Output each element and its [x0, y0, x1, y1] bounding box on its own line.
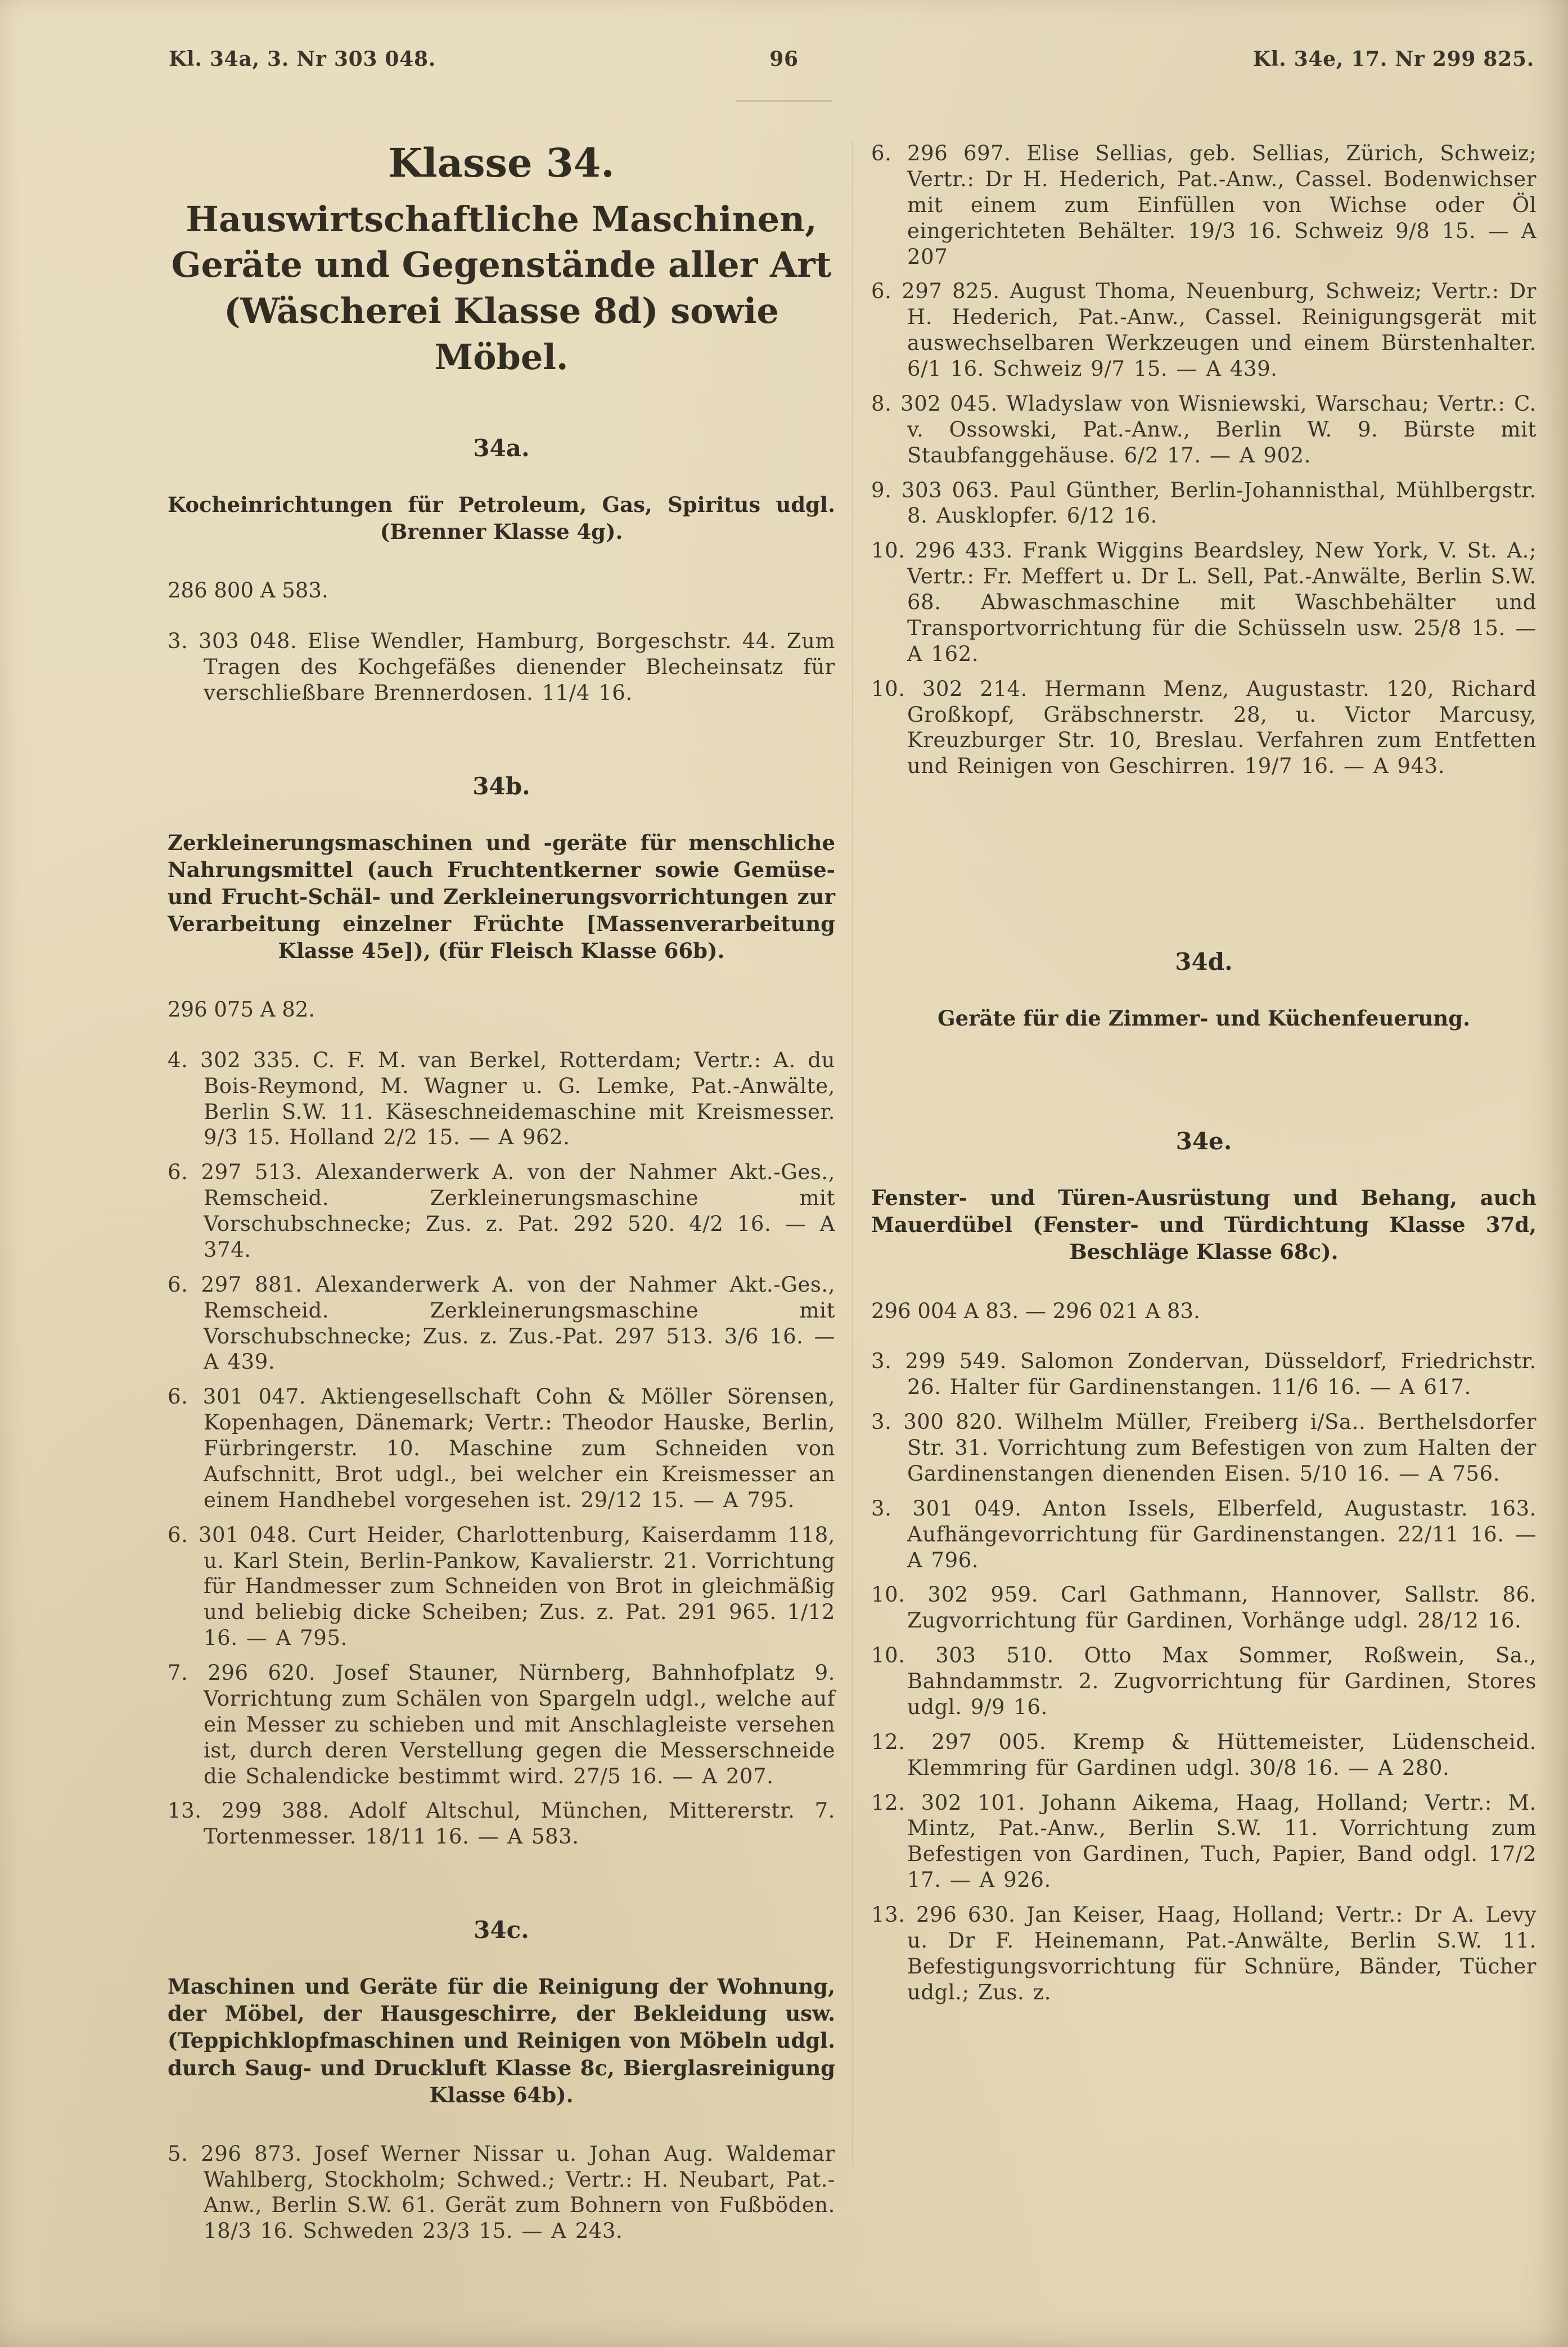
patent-entry: 10. 302 959. Carl Gathmann, Hannover, Sallstr. 86. Zugvorrichtung für Gardinen, Vorhänge udgl. 28/12 16. — [871, 1582, 1537, 1633]
class-title-line1: Klasse 34. — [388, 140, 615, 186]
patent-entry: 9. 303 063. Paul Günther, Berlin-Johannisthal, Mühlbergstr. 8. Ausklopfer. 6/12 16. — [871, 478, 1537, 528]
ref-line-34e: 296 004 A 83. — 296 021 A 83. — [871, 1298, 1200, 1323]
section-number-34e: 34e. — [1175, 1127, 1232, 1155]
text-columns — [0, 87, 1568, 2244]
section-number-34a: 34a. — [473, 434, 530, 462]
section-number-34d: 34d. — [1175, 948, 1233, 976]
right-column — [852, 141, 1537, 2166]
patent-entry: 6. 301 047. Aktiengesellschaft Cohn & Möller Sörensen, Kopenhagen, Dänemark; Vertr.: Theodor Hauske, Berlin, Fürbringerstr. 10. Maschine zum Schneiden von Aufschnitt, Brot udgl., bei welcher ein Kreismesser an einem Handhebel vorgesehen ist. 29/12 15. — A 795. — [168, 1384, 835, 1512]
class-title — [168, 141, 835, 380]
patent-entry: 3. 301 049. Anton Issels, Elberfeld, Augustastr. 163. Aufhängevorrichtung für Gardinenstangen. 22/11 16. — A 796. — [871, 1496, 1537, 1572]
left-column — [168, 141, 852, 2244]
ref-line-34b: 296 075 A 82. — [168, 997, 316, 1022]
patent-entry: 3. 303 048. Elise Wendler, Hamburg, Borgeschstr. 44. Zum Tragen des Kochgefäßes dienender Blecheinsatz für verschließbare Brennerdosen. 11/4 16. — [168, 628, 835, 705]
patent-entry: 13. 299 388. Adolf Altschul, München, Mittererstr. 7. Tortenmesser. 18/11 16. — A 583. — [168, 1799, 835, 1849]
patent-entry: 13. 296 630. Jan Keiser, Haag, Holland; Vertr.: Dr A. Levy u. Dr F. Heinemann, Pat.-Anwälte, Berlin S.W. 11. Befestigungsvorrichtung für Schnüre, Bänder, Tücher udgl.; Zus. z. — [871, 1903, 1537, 2004]
patent-entry: 6. 301 048. Curt Heider, Charlottenburg, Kaiserdamm 118, u. Karl Stein, Berlin-Pankow, Kavalierstr. 21. Vorrichtung für Handmesser zum Schneiden von Brot in gleichmäßig und beliebig dicke Scheiben; Zus. z. Pat. 291 965. 1/12 16. — A 795. — [168, 1522, 835, 1651]
section-heading-34b: Zerkleinerungsmaschinen und -geräte für menschliche Nahrungsmittel (auch Fruchtentkerner sowie Gemüse- und Frucht-Schäl- und Zerkleinerungsvorrichtungen zur Verarbeitung einzelner Früchte [Massenverarbeitung Klasse 45e]), (für Fleisch Klasse 66b). — [168, 830, 835, 963]
patent-entry: 6. 297 513. Alexanderwerk A. von der Nahmer Akt.-Ges., Remscheid. Zerkleinerungsmaschine mit Vorschubschnecke; Zus. z. Pat. 292 520. 4/2 16. — A 374. — [168, 1160, 835, 1262]
patent-entry: 3. 299 549. Salomon Zondervan, Düsseldorf, Friedrichstr. 26. Halter für Gardinenstangen. 11/6 16. — A 617. — [871, 1349, 1537, 1400]
section-heading-34d: Geräte für die Zimmer- und Küchenfeuerung. — [938, 1006, 1470, 1031]
patent-entry: 12. 297 005. Kremp & Hüttemeister, Lüdenscheid. Klemmring für Gardinen udgl. 30/8 16. — A 280. — [871, 1729, 1537, 1780]
section-number-34c: 34c. — [474, 1916, 529, 1944]
class-title-line2: Hauswirtschaftliche Maschinen, Geräte und Gegenstände aller Art (Wäscherei Klasse 8d) sowie Möbel. — [171, 198, 832, 377]
section-heading-34a: Kocheinrichtungen für Petroleum, Gas, Spiritus udgl. (Brenner Klasse 4g). — [168, 492, 835, 544]
patent-entry: 6. 296 697. Elise Sellias, geb. Sellias, Zürich, Schweiz; Vertr.: Dr H. Hederich, Pat.-Anw., Cassel. Bodenwichser mit einem zum Einfüllen von Wichse oder Öl eingerichteten Behälter. 19/3 16. Schweiz 9/8 15. — A 207 — [871, 141, 1537, 269]
page-number-rule — [736, 100, 832, 102]
section-heading-34c: Maschinen und Geräte für die Reinigung der Wohnung, der Möbel, der Hausgeschirre, der Bekleidung usw. (Teppichklopfmaschinen und Reinigen von Möbeln udgl. durch Saug- und Druckluft Klasse 8c, Bierglasreinigung Klasse 64b). — [168, 1974, 835, 2107]
patent-entry: 7. 296 620. Josef Stauner, Nürnberg, Bahnhofplatz 9. Vorrichtung zum Schälen von Spargeln udgl., welche auf ein Messer zu schieben und mit Anschlagleiste versehen ist, durch deren Verstellung gegen die Messerschneide die Schalendicke bestimmt wird. 27/5 16. — A 207. — [168, 1661, 835, 1788]
patent-entry: 4. 302 335. C. F. M. van Berkel, Rotterdam; Vertr.: A. du Bois-Reymond, M. Wagner u. G. Lemke, Pat.-Anwälte, Berlin S.W. 11. Käseschneidemaschine mit Kreismesser. 9/3 15. Holland 2/2 15. — A 962. — [168, 1047, 835, 1150]
patent-entry: 6. 297 825. August Thoma, Neuenburg, Schweiz; Vertr.: Dr H. Hederich, Pat.-Anw., Cassel. Reinigungsgerät mit auswechselbaren Werkzeugen und einem Bürstenhalter. 6/1 16. Schweiz 9/7 15. — A 439. — [871, 279, 1537, 381]
patent-entry: 12. 302 101. Johann Aikema, Haag, Holland; Vertr.: M. Mintz, Pat.-Anw., Berlin S.W. 11. Vorrichtung zum Befestigen von Gardinen, Tuch, Papier, Band odgl. 17/2 17. — A 926. — [871, 1790, 1537, 1892]
patent-entry: 3. 300 820. Wilhelm Müller, Freiberg i/Sa.. Berthelsdorfer Str. 31. Vorrichtung zum Befestigen von zum Halten der Gardinenstangen dienenden Eisen. 5/10 16. — A 756. — [871, 1410, 1537, 1486]
patent-entry: 10. 303 510. Otto Max Sommer, Roßwein, Sa., Bahndammstr. 2. Zugvorrichtung für Gardinen, Stores udgl. 9/9 16. — [871, 1643, 1537, 1719]
page-number: 96 — [769, 47, 799, 71]
patent-entry: 8. 302 045. Wladyslaw von Wisniewski, Warschau; Vertr.: C. v. Ossowski, Pat.-Anw., Berlin W. 9. Bürste mit Staubfanggehäuse. 6/2 17. — A 902. — [871, 391, 1537, 467]
running-head-right: Kl. 34e, 17. Nr 299 825. — [1252, 47, 1534, 71]
patent-entry: 5. 296 873. Josef Werner Nissar u. Johan Aug. Waldemar Wahlberg, Stockholm; Schwed.; Vertr.: H. Neubart, Pat.-Anw., Berlin S.W. 61. Gerät zum Bohnern von Fußböden. 18/3 16. Schweden 23/3 15. — A 243. — [168, 2141, 835, 2243]
patent-entry: 10. 296 433. Frank Wiggins Beardsley, New York, V. St. A.; Vertr.: Fr. Meffert u. Dr L. Sell, Pat.-Anwälte, Berlin S.W. 68. Abwaschmaschine mit Waschbehälter und Transportvorrichtung für die Schüsseln usw. 25/8 15. — A 162. — [871, 538, 1537, 666]
patent-entry: 10. 302 214. Hermann Menz, Augustastr. 120, Richard Großkopf, Gräbschnerstr. 28, u. Victor Marcusy, Kreuzburger Str. 10, Breslau. Verfahren zum Entfetten und Reinigen von Geschirren. 19/7 16. — A 943. — [871, 676, 1537, 779]
running-head — [0, 0, 1568, 87]
patent-entry: 6. 297 881. Alexanderwerk A. von der Nahmer Akt.-Ges., Remscheid. Zerkleinerungsmaschine mit Vorschubschnecke; Zus. z. Zus.-Pat. 297 513. 3/6 16. — A 439. — [168, 1272, 835, 1374]
ref-line-34a: 286 800 A 583. — [168, 578, 328, 603]
running-head-left: Kl. 34a, 3. Nr 303 048. — [169, 47, 436, 71]
section-heading-34e: Fenster- und Türen-Ausrüstung und Behang, auch Mauerdübel (Fenster- und Türdichtung Klasse 37d, Beschläge Klasse 68c). — [871, 1185, 1537, 1265]
section-number-34b: 34b. — [472, 772, 530, 800]
